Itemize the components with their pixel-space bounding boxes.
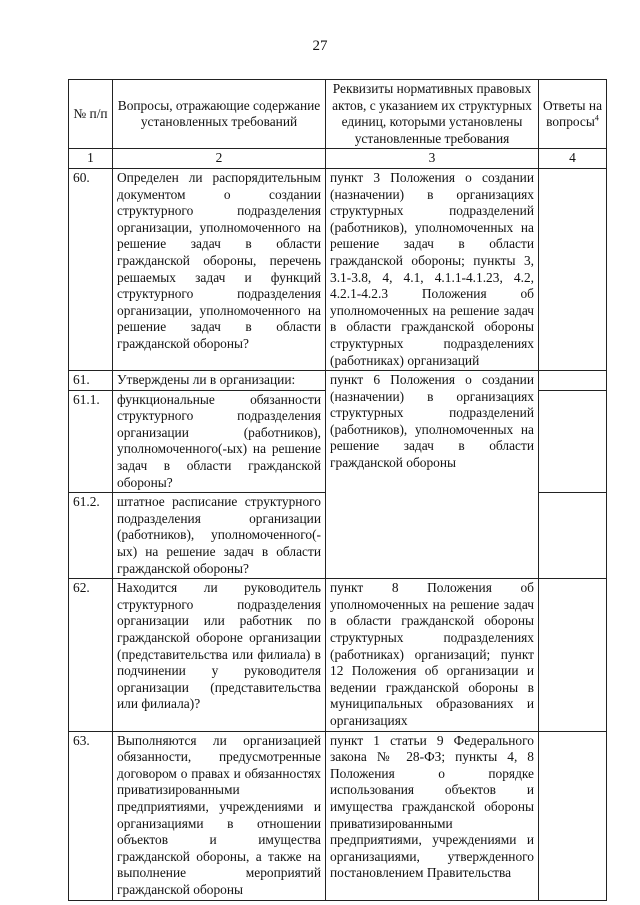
row-number: 62. xyxy=(69,579,113,731)
requirements-table xyxy=(68,79,607,901)
question-text: Находится ли руководитель структурного подразделения организации или работник по гражданской обороне организации (представительства или филиала) в подчинении у руководителя организации (представительства или филиала)? xyxy=(113,579,326,731)
header-answers: Ответы на вопросы$^4$ xyxy=(539,80,607,149)
row-number: 63. xyxy=(69,731,113,900)
row-number: 61.2. xyxy=(69,493,113,579)
header-requisites: Реквизиты нормативных правовых актов, с указанием их структурных единиц, которыми установлены установленные требования xyxy=(326,80,539,149)
question-text: функциональные обязанности структурного подразделения организации (работников), уполномоченного(-ых) на решение задач в области гражданской обороны? xyxy=(113,390,326,493)
column-numbers-row xyxy=(69,149,607,169)
col-number: 4 xyxy=(539,149,607,169)
row-number: 61.1. xyxy=(69,390,113,493)
answer-cell xyxy=(539,493,607,579)
requisites-text: пункт 8 Положения об уполномоченных на решение задач в области гражданской обороны структурных подразделениях (работниках) организаций; пункт 12 Положения об организации и ведении гражданской обороны в муниципальных образованиях и организациях xyxy=(326,579,539,731)
table-row xyxy=(69,371,607,391)
table-row xyxy=(69,731,607,900)
header-number: № п/п xyxy=(69,80,113,149)
col-number: 2 xyxy=(113,149,326,169)
answer-cell xyxy=(539,371,607,391)
page-number: 27 xyxy=(312,38,328,54)
question-text: штатное расписание структурного подразделения организации (работников), уполномоченного(-ых) на решение задач в области гражданской обороны? xyxy=(113,493,326,579)
row-number: 60. xyxy=(69,168,113,370)
table-row xyxy=(69,579,607,731)
footnote-mark: 4 xyxy=(594,113,599,123)
requisites-text: пункт 3 Положения о создании (назначении) в организациях структурных подразделений (работников), уполномоченных на решение задач в области гражданской обороны; пункты 3, 3.1-3.8, 4, 4.1, 4.1.1-4.1.23, 4.2, 4.2.1-4.2.3 Положения об уполномоченных на решение задач в области гражданской обороны структурных подразделениях (работниках) организаций xyxy=(326,168,539,370)
header-questions: Вопросы, отражающие содержание установленных требований xyxy=(113,80,326,149)
requisites-text: пункт 1 статьи 9 Федерального закона № 28-ФЗ; пункты 4, 8 Положения о порядке использования объектов и имущества гражданской обороны приватизированными предприятиями, учреждениями и организациями, утвержденного постановлением Правительства xyxy=(326,731,539,900)
table-row xyxy=(69,168,607,370)
answer-cell xyxy=(539,731,607,900)
answer-cell xyxy=(539,579,607,731)
answer-cell xyxy=(539,168,607,370)
question-text: Выполняются ли организацией обязанности, предусмотренные договором о правах и обязанностях приватизированными предприятиями, учреждениями и организациями в отношении объектов и имущества гражданской обороны, а также на выполнение мероприятий гражданской обороны xyxy=(113,731,326,900)
question-text: Определен ли распорядительным документом о создании структурного подразделения организации, уполномоченного на решение задач в области гражданской обороны, перечень решаемых задач и функций структурного подразделения организации, уполномоченного на решение задач в области гражданской обороны? xyxy=(113,168,326,370)
question-text: Утверждены ли в организации: xyxy=(113,371,326,391)
answer-cell xyxy=(539,390,607,493)
row-number: 61. xyxy=(69,371,113,391)
table-header-row xyxy=(69,80,607,149)
requisites-text: пункт 6 Положения о создании (назначении) в организациях структурных подразделений (работников), уполномоченных на решение задач в области гражданской обороны xyxy=(326,371,539,579)
col-number: 1 xyxy=(69,149,113,169)
col-number: 3 xyxy=(326,149,539,169)
